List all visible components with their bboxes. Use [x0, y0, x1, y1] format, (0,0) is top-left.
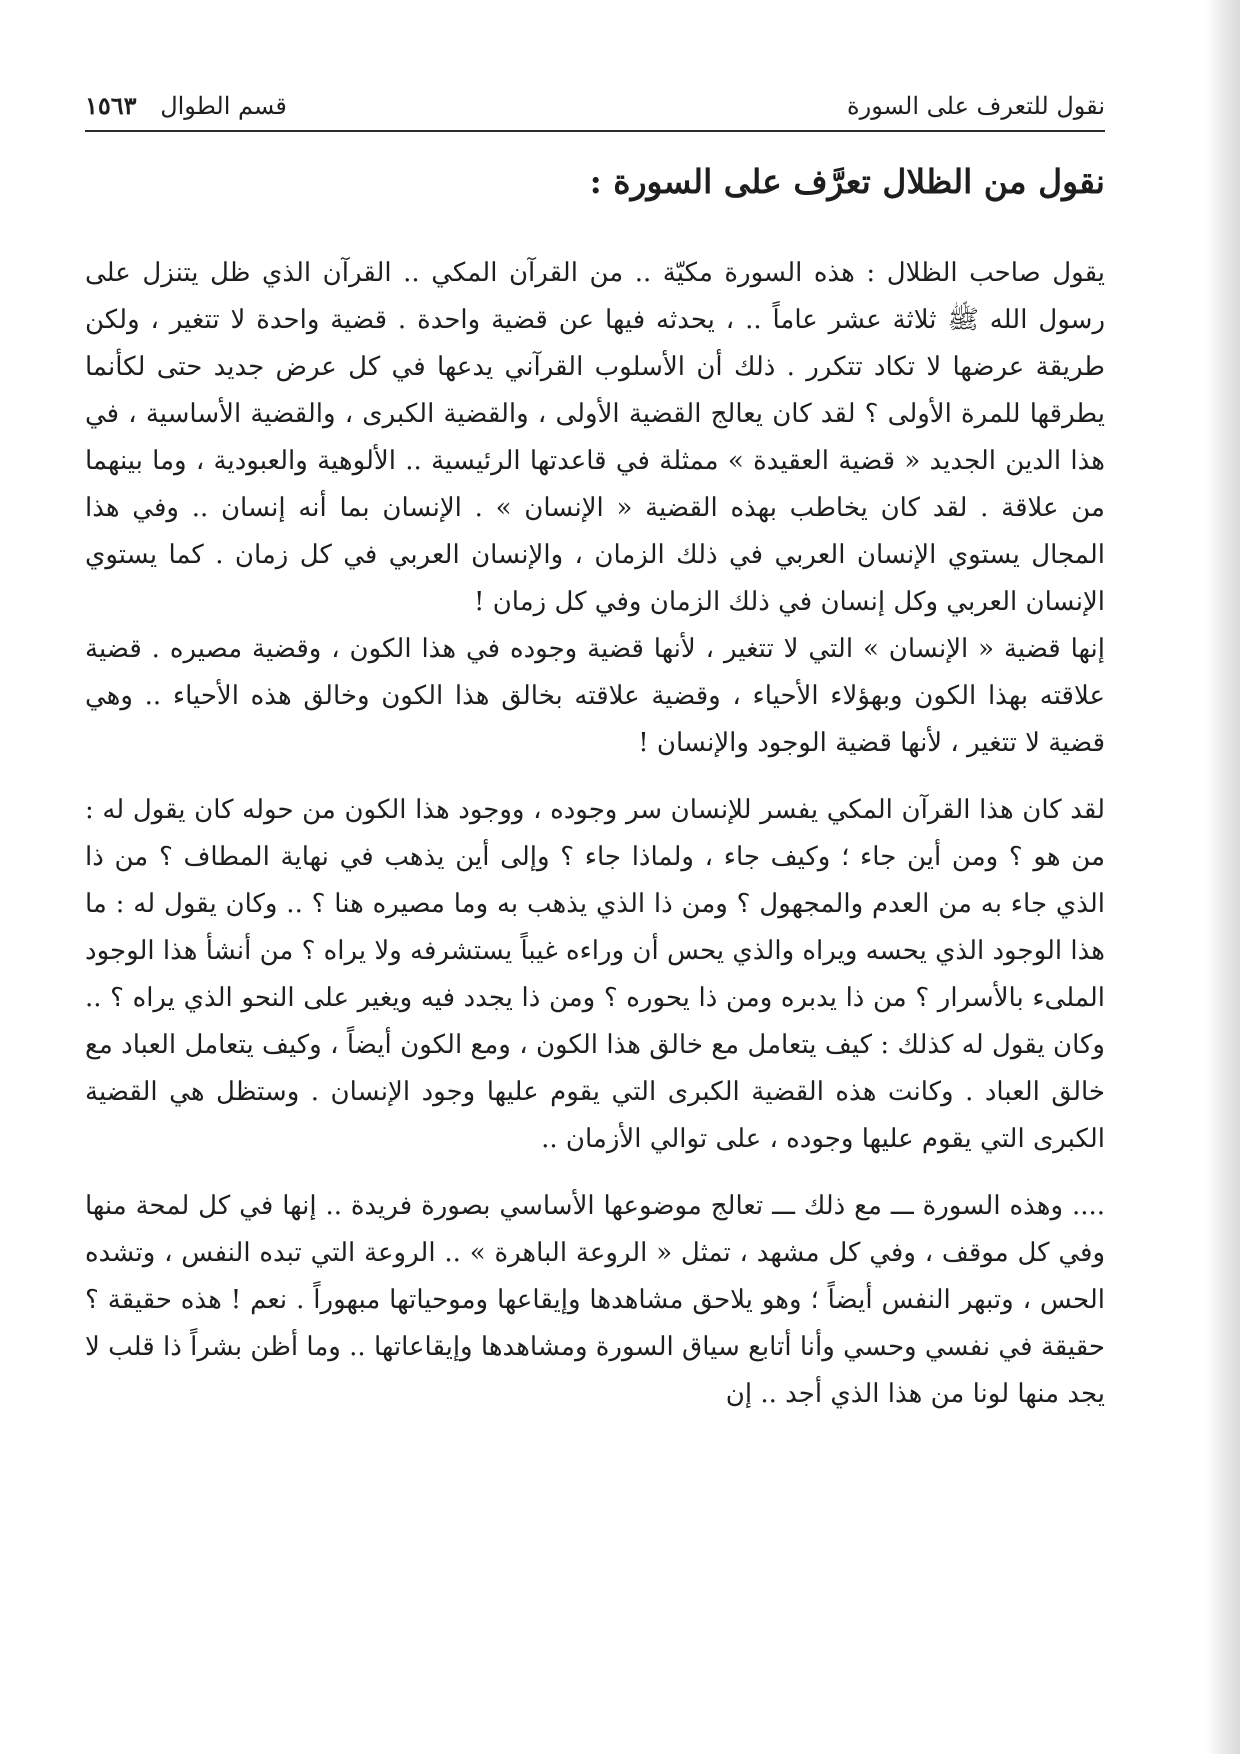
- page-header: [85, 86, 1105, 126]
- header-divider: [85, 130, 1105, 132]
- section-label: قسم الطوال: [160, 92, 287, 120]
- body-text: [85, 250, 1105, 1418]
- page-number: ١٥٦٣: [85, 91, 137, 120]
- paragraph: .... وهذه السورة ـــ مع ذلك ـــ تعالج موضوعها الأساسي بصورة فريدة .. إنها في كل لمحة منها وفي كل موقف ، وفي كل مشهد ، تمثل « الروعة الباهرة » .. الروعة التي تبده النفس ، وتشده الحس ، وتبهر النفس أيضاً ؛ وهو يلاحق مشاهدها وإيقاعها وموحياتها مبهوراً . نعم ! هذه حقيقة ؟ حقيقة في نفسي وحسي وأنا أتابع سياق السورة ومشاهدها وإيقاعاتها .. وما أظن بشراً ذا قلب لا يجد منها لونا من هذا الذي أجد .. إن: [85, 1191, 1105, 1409]
- paragraph: يقول صاحب الظلال : هذه السورة مكيّة .. من القرآن المكي .. القرآن الذي ظل يتنزل على رسول الله ﷺ ثلاثة عشر عاماً .. ، يحدثه فيها عن قضية واحدة . قضية واحدة لا تتغير ، ولكن طريقة عرضها لا تكاد تتكرر . ذلك أن الأسلوب القرآني يدعها في كل عرض جديد حتى لكأنما يطرقها للمرة الأولى ؟ لقد كان يعالج القضية الأولى ، والقضية الكبرى ، والقضية الأساسية ، في هذا الدين الجديد « قضية العقيدة » ممثلة في قاعدتها الرئيسية .. الألوهية والعبودية ، وما بينهما من علاقة . لقد كان يخاطب بهذه القضية « الإنسان » . الإنسان بما أنه إنسان .. وفي هذا المجال يستوي الإنسان العربي في ذلك الزمان ، والإنسان العربي في كل زمان . كما يستوي الإنسان العربي وكل إنسان في ذلك الزمان وفي كل زمان !: [85, 258, 1105, 617]
- page-gutter-shadow: [1206, 0, 1240, 1754]
- page-info: [85, 86, 287, 126]
- running-title: نقول للتعرف على السورة: [847, 92, 1105, 120]
- section-heading: نقول من الظلال تعرَّف على السورة :: [589, 162, 1105, 201]
- paragraph: لقد كان هذا القرآن المكي يفسر للإنسان سر وجوده ، ووجود هذا الكون من حوله كان يقول له : من هو ؟ ومن أين جاء ؛ وكيف جاء ، ولماذا جاء ؟ وإلى أين يذهب في نهاية المطاف ؟ من ذا الذي جاء به من العدم والمجهول ؟ ومن ذا الذي يذهب به وما مصيره هنا ؟ .. وكان يقول له : ما هذا الوجود الذي يحسه ويراه والذي يحس أن وراءه غيباً يستشرفه ولا يراه ؟ من أنشأ هذا الوجود الملىء بالأسرار ؟ من ذا يدبره ومن ذا يحوره ؟ ومن ذا يجدد فيه ويغير على النحو الذي يراه ؟ .. وكان يقول له كذلك : كيف يتعامل مع خالق هذا الكون ، ومع الكون أيضاً ، وكيف يتعامل العباد مع خالق العباد . وكانت هذه القضية الكبرى التي يقوم عليها وجود الإنسان . وستظل هي القضية الكبرى التي يقوم عليها وجوده ، على توالي الأزمان ..: [85, 795, 1105, 1154]
- paragraph: إنها قضية « الإنسان » التي لا تتغير ، لأنها قضية وجوده في هذا الكون ، وقضية مصيره . قضية علاقته بهذا الكون وبهؤلاء الأحياء ، وقضية علاقته بخالق هذا الكون وخالق هذه الأحياء .. وهي قضية لا تتغير ، لأنها قضية الوجود والإنسان !: [85, 634, 1105, 758]
